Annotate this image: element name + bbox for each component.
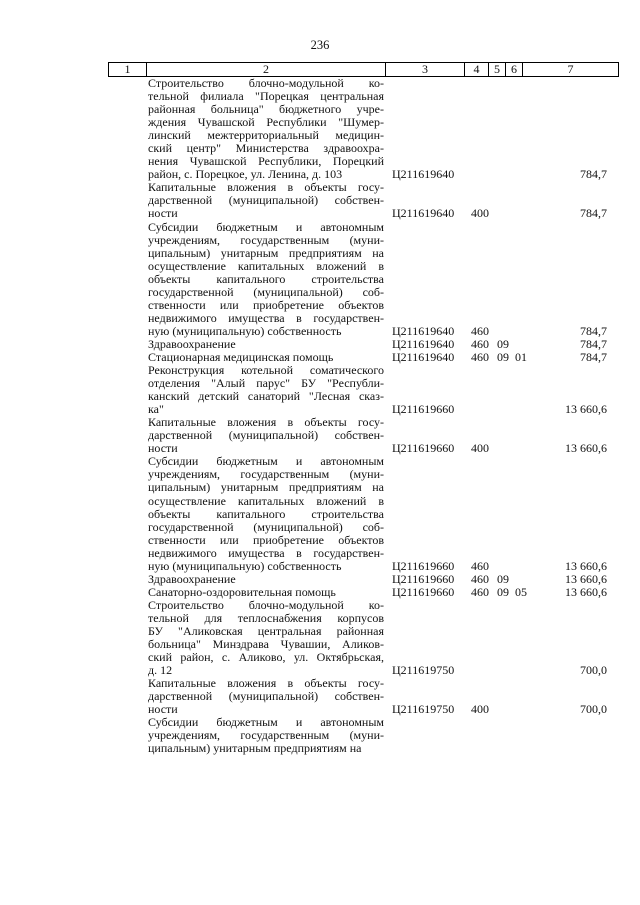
row-description [148, 455, 384, 572]
description-line: ципальным) унитарным предприятиям на [148, 741, 362, 756]
description-line: ности [148, 702, 178, 717]
table-row [0, 455, 640, 572]
description-line: ности [148, 441, 178, 456]
table-row [0, 573, 640, 586]
description-line: отделения "Алый парус" БУ "Республи- [148, 376, 384, 391]
description-line: тельной филиала "Порецкая центральная [148, 89, 384, 104]
table-row [0, 677, 640, 716]
column-header-1: 1 [109, 63, 147, 77]
description-line: дарственной (муниципальной) собствен- [148, 428, 384, 443]
row-description [148, 599, 384, 677]
description-line: государственной (муниципальной) соб- [148, 284, 384, 299]
page-number: 236 [310, 38, 330, 52]
description-line: Здравоохранение [148, 336, 236, 351]
description-line: учреждениям, государственным (муни- [148, 467, 384, 482]
row-subsection: 05 [515, 584, 527, 599]
description-line: ную (муниципальную) собственность [148, 323, 342, 338]
description-line: недвижимого имущества в государствен- [148, 545, 384, 560]
row-expense-type: 400 [471, 702, 489, 717]
row-code: Ц211619640 [392, 206, 455, 221]
description-line: ский центр" Министерства здравоохра- [148, 141, 384, 156]
description-line: ждения Чувашской Республики "Шумер- [148, 115, 384, 130]
description-line: государственной (муниципальной) соб- [148, 519, 384, 534]
row-amount: 784,7 [580, 349, 607, 364]
column-header-5: 5 [489, 63, 506, 77]
description-line: дарственной (муниципальной) собствен- [148, 689, 384, 704]
row-expense-type: 460 [471, 558, 489, 573]
description-line: ка" [148, 402, 164, 417]
description-line: ский район, с. Аликово, ул. Октябрьская, [148, 650, 384, 665]
description-line: Капитальные вложения в объекты госу- [148, 180, 384, 195]
table-row [0, 599, 640, 677]
description-line: канский детский санаторий "Лесная сказ- [148, 389, 384, 404]
description-line: д. 12 [148, 663, 173, 678]
description-line: ности [148, 206, 178, 221]
row-expense-type: 460 [471, 336, 489, 351]
row-description [148, 586, 384, 599]
row-code: Ц211619640 [392, 336, 455, 351]
row-amount: 784,7 [580, 323, 607, 338]
description-line: больница" Минздрава Чувашии, Аликов- [148, 637, 384, 652]
table-row [0, 364, 640, 416]
row-description [148, 364, 384, 416]
table-row [0, 586, 640, 599]
description-line: Здравоохранение [148, 571, 236, 586]
description-line: осуществление капитальных вложений в [148, 493, 384, 508]
row-section: 09 [497, 571, 509, 586]
row-description [148, 677, 384, 716]
table-body [0, 77, 640, 755]
column-header-7: 7 [523, 63, 619, 77]
row-code: Ц211619640 [392, 167, 455, 182]
row-amount: 13 660,6 [565, 584, 607, 599]
row-amount: 13 660,6 [565, 402, 607, 417]
table-row [0, 77, 640, 181]
description-line: объекты капитального строительства [148, 506, 384, 521]
row-amount: 700,0 [580, 663, 607, 678]
row-description [148, 416, 384, 455]
row-expense-type: 400 [471, 441, 489, 456]
description-line: Стационарная медицинская помощь [148, 349, 334, 364]
description-line: дарственной (муниципальной) собствен- [148, 193, 384, 208]
row-code: Ц211619660 [392, 558, 455, 573]
row-expense-type: 460 [471, 584, 489, 599]
description-line: ципальным) унитарным предприятиям на [148, 480, 384, 495]
row-code: Ц211619640 [392, 323, 455, 338]
row-amount: 13 660,6 [565, 441, 607, 456]
table-row [0, 416, 640, 455]
row-expense-type: 460 [471, 571, 489, 586]
description-line: Субсидии бюджетным и автономным [148, 454, 384, 469]
row-subsection: 01 [515, 349, 527, 364]
row-code: Ц211619660 [392, 584, 455, 599]
row-amount: 13 660,6 [565, 571, 607, 586]
description-line: учреждениям, государственным (муни- [148, 232, 384, 247]
table-row [0, 716, 640, 755]
row-expense-type: 460 [471, 349, 489, 364]
table-row [0, 181, 640, 220]
row-code: Ц211619640 [392, 349, 455, 364]
row-amount: 784,7 [580, 336, 607, 351]
row-section: 09 [497, 349, 509, 364]
description-line: нения Чувашской Республики, Порецкий [148, 154, 384, 169]
row-code: Ц211619660 [392, 402, 455, 417]
table-row [0, 221, 640, 338]
description-line: район, с. Порецкое, ул. Ленина, д. 103 [148, 167, 343, 182]
row-code: Ц211619660 [392, 441, 455, 456]
description-line: Субсидии бюджетным и автономным [148, 715, 384, 730]
row-expense-type: 460 [471, 323, 489, 338]
column-header-row [108, 62, 619, 77]
row-code: Ц211619660 [392, 571, 455, 586]
row-amount: 700,0 [580, 702, 607, 717]
column-header-2: 2 [147, 63, 386, 77]
row-section: 09 [497, 336, 509, 351]
description-line: недвижимого имущества в государствен- [148, 310, 384, 325]
row-code: Ц211619750 [392, 663, 455, 678]
description-line: Реконструкция котельной соматического [148, 363, 384, 378]
description-line: ципальным) унитарным предприятиям на [148, 245, 384, 260]
column-header-3: 3 [386, 63, 465, 77]
row-amount: 784,7 [580, 206, 607, 221]
description-line: Капитальные вложения в объекты госу- [148, 676, 384, 691]
row-description [148, 77, 384, 181]
description-line: тельной для теплоснабжения корпусов [148, 610, 384, 625]
row-amount: 784,7 [580, 167, 607, 182]
description-line: учреждениям, государственным (муни- [148, 728, 384, 743]
row-amount: 13 660,6 [565, 558, 607, 573]
description-line: районная больница" бюджетного учре- [148, 102, 384, 117]
description-line: ственности или приобретение объектов [148, 297, 384, 312]
description-line: БУ "Аликовская центральная районная [148, 623, 384, 638]
description-line: осуществление капитальных вложений в [148, 258, 384, 273]
row-code: Ц211619750 [392, 702, 455, 717]
row-expense-type: 400 [471, 206, 489, 221]
description-line: Строительство блочно-модульной ко- [148, 76, 384, 90]
description-line: объекты капитального строительства [148, 271, 384, 286]
description-line: линский межтерриториальный медицин- [148, 128, 384, 143]
description-line: Санаторно-оздоровительная помощь [148, 584, 336, 599]
row-description [148, 716, 384, 755]
row-description [148, 221, 384, 338]
row-description [148, 573, 384, 586]
description-line: Субсидии бюджетным и автономным [148, 219, 384, 234]
description-line: Строительство блочно-модульной ко- [148, 597, 384, 612]
description-line: ственности или приобретение объектов [148, 532, 384, 547]
row-description [148, 181, 384, 220]
description-line: ную (муниципальную) собственность [148, 558, 342, 573]
row-section: 09 [497, 584, 509, 599]
column-header-6: 6 [506, 63, 523, 77]
description-line: Капитальные вложения в объекты госу- [148, 415, 384, 430]
column-header-4: 4 [465, 63, 489, 77]
